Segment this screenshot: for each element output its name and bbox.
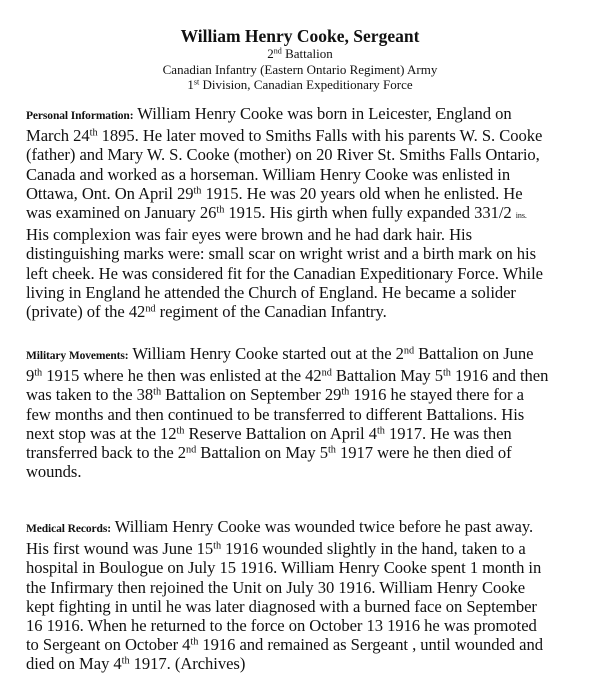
text-run: distinguishing marks were: small scar on wright wrist and a birth mark on his (26, 244, 537, 264)
text-run: Battalion May 5 (331, 366, 443, 386)
text-run: 1916 and remained as Sergeant , until wounded and (198, 635, 543, 655)
text-run: living in England he attended the Church of England. He became a solider (26, 282, 516, 302)
paragraph-line (26, 104, 596, 126)
ordinal-suffix: th (328, 444, 336, 456)
text-run: was taken to the 38 (26, 385, 154, 405)
battalion-number: 2 (267, 46, 274, 61)
paragraph-line (26, 264, 596, 283)
paragraph-line (26, 244, 596, 263)
text-run: 1916 he stayed there for a (349, 385, 524, 405)
ordinal-suffix: th (216, 204, 225, 216)
text-run: regiment of the Canadian Infantry. (155, 302, 387, 322)
text-run: Canada and worked as a horseman. William Henry Cooke was enlisted in (26, 164, 511, 184)
text-run: William Henry Cooke started out at the 2 (128, 344, 404, 363)
paragraph-line (26, 462, 596, 481)
text-run: 1915. His girth when fully expanded 331/2 (224, 203, 516, 223)
text-run: few months and then continued to be transferred to different Battalions. His (26, 404, 525, 424)
ordinal-suffix: nd (403, 345, 415, 357)
paragraph-line (26, 126, 596, 145)
paragraph-line (26, 635, 596, 654)
text-run: (private) of the 42 (26, 302, 146, 322)
ordinal-suffix: nd (321, 367, 332, 379)
paragraph-line (26, 517, 596, 539)
text-run: William Henry Cooke was wounded twice before he past away. (110, 517, 534, 536)
text-run: March 24 (26, 126, 90, 146)
paragraph-line (26, 405, 596, 424)
unit-abbrev: ins. (515, 211, 527, 221)
paragraph-line (26, 558, 596, 577)
section-label: Personal Information: (26, 110, 134, 122)
text-run: to Sergeant on October 4 (26, 635, 191, 655)
personal-information-section (26, 104, 596, 321)
text-run: 1915 where he then was enlisted at the 42 (42, 366, 322, 386)
paragraph-line (26, 443, 596, 462)
ordinal-suffix: th (153, 386, 162, 398)
ordinal-suffix: th (376, 425, 385, 437)
paragraph-line (26, 203, 596, 225)
text-run: 1917. He was then (384, 423, 512, 443)
text-run: the Infirmary then rejoined the Unit on July 30 1916. William Henry Cooke (26, 577, 526, 597)
paragraph-line (26, 283, 596, 302)
paragraph-line (26, 578, 596, 597)
text-run: Battalion on June (414, 344, 534, 363)
text-run: Ottawa, Ont. On April 29 (26, 183, 194, 203)
ordinal-suffix: th (34, 367, 43, 379)
ordinal-suffix: th (341, 386, 350, 398)
text-run: kept fighting in until he was later diagnosed with a burned face on September (26, 596, 537, 616)
paragraph-line (26, 385, 596, 404)
battalion-suffix: nd (273, 46, 282, 56)
ordinal-suffix: th (121, 655, 130, 667)
text-run: hospital in Boulogue on July 15 1916. William Henry Cooke spent 1 month in (26, 558, 542, 578)
paragraph-line (26, 616, 596, 635)
paragraph-line (26, 145, 596, 164)
paragraph-line (26, 302, 596, 321)
text-run: was examined on January 26 (26, 203, 217, 223)
paragraph-line (26, 165, 596, 184)
ordinal-suffix: nd (186, 444, 197, 456)
paragraph-line (26, 654, 596, 673)
division-line (0, 77, 600, 93)
text-run: left cheek. He was considered fit for the Canadian Expeditionary Force. While (26, 263, 543, 283)
ordinal-suffix: th (213, 540, 222, 552)
text-run: 16 1916. When he returned to the force on October 13 1916 he was promoted (26, 616, 537, 636)
text-run: Battalion on September 29 (161, 385, 342, 405)
ordinal-suffix: th (193, 185, 202, 197)
paragraph-line (26, 225, 596, 244)
text-run: next stop was at the 12 (26, 423, 177, 443)
medical-records-section (26, 517, 596, 674)
ordinal-suffix: th (190, 636, 199, 648)
text-run: 1895. He later moved to Smiths Falls with his parents W. S. Cooke (97, 126, 543, 146)
text-run: His complexion was fair eyes were brown and he had dark hair. His (26, 225, 473, 245)
text-run: 1917 were he then died of (335, 443, 512, 463)
text-run: William Henry Cooke was born in Leicester, England on (133, 104, 512, 123)
text-run: 1916 and then (450, 366, 549, 386)
ordinal-suffix: th (176, 425, 185, 437)
text-run: Reserve Battalion on April 4 (184, 423, 377, 443)
text-run: 9 (26, 366, 35, 386)
division-number: 1 (187, 77, 194, 92)
ordinal-suffix: th (89, 127, 98, 139)
text-run: transferred back to the 2 (26, 443, 187, 463)
page-title: William Henry Cooke, Sergeant (180, 26, 420, 46)
paragraph-line (26, 424, 596, 443)
text-run: Battalion on May 5 (196, 443, 328, 463)
division-suffix: st (193, 77, 200, 87)
unit-line: Canadian Infantry (Eastern Ontario Regiment) Army (162, 61, 438, 77)
text-run: 1917. (Archives) (129, 654, 246, 674)
section-label: Medical Records: (26, 523, 111, 535)
text-run: wounds. (26, 462, 82, 482)
division-text: Division, Canadian Expeditionary Force (199, 77, 413, 92)
ordinal-suffix: th (443, 367, 451, 379)
military-movements-section (26, 344, 596, 481)
text-run: (father) and Mary W. S. Cooke (mother) on 20 River St. Smiths Falls Ontario, (26, 145, 540, 165)
paragraph-line (26, 597, 596, 616)
paragraph-line (26, 184, 596, 203)
battalion-line (0, 46, 600, 62)
document-header (0, 26, 600, 93)
text-run: 1916 wounded slightly in the hand, taken to a (221, 539, 526, 559)
section-label: Military Movements: (26, 350, 129, 362)
text-run: 1915. He was 20 years old when he enlisted. He (201, 183, 523, 203)
paragraph-line (26, 344, 596, 366)
battalion-text: Battalion (281, 46, 333, 61)
text-run: His first wound was June 15 (26, 539, 214, 559)
text-run: died on May 4 (26, 654, 122, 674)
paragraph-line (26, 366, 596, 385)
paragraph-line (26, 539, 596, 558)
ordinal-suffix: nd (145, 303, 156, 315)
